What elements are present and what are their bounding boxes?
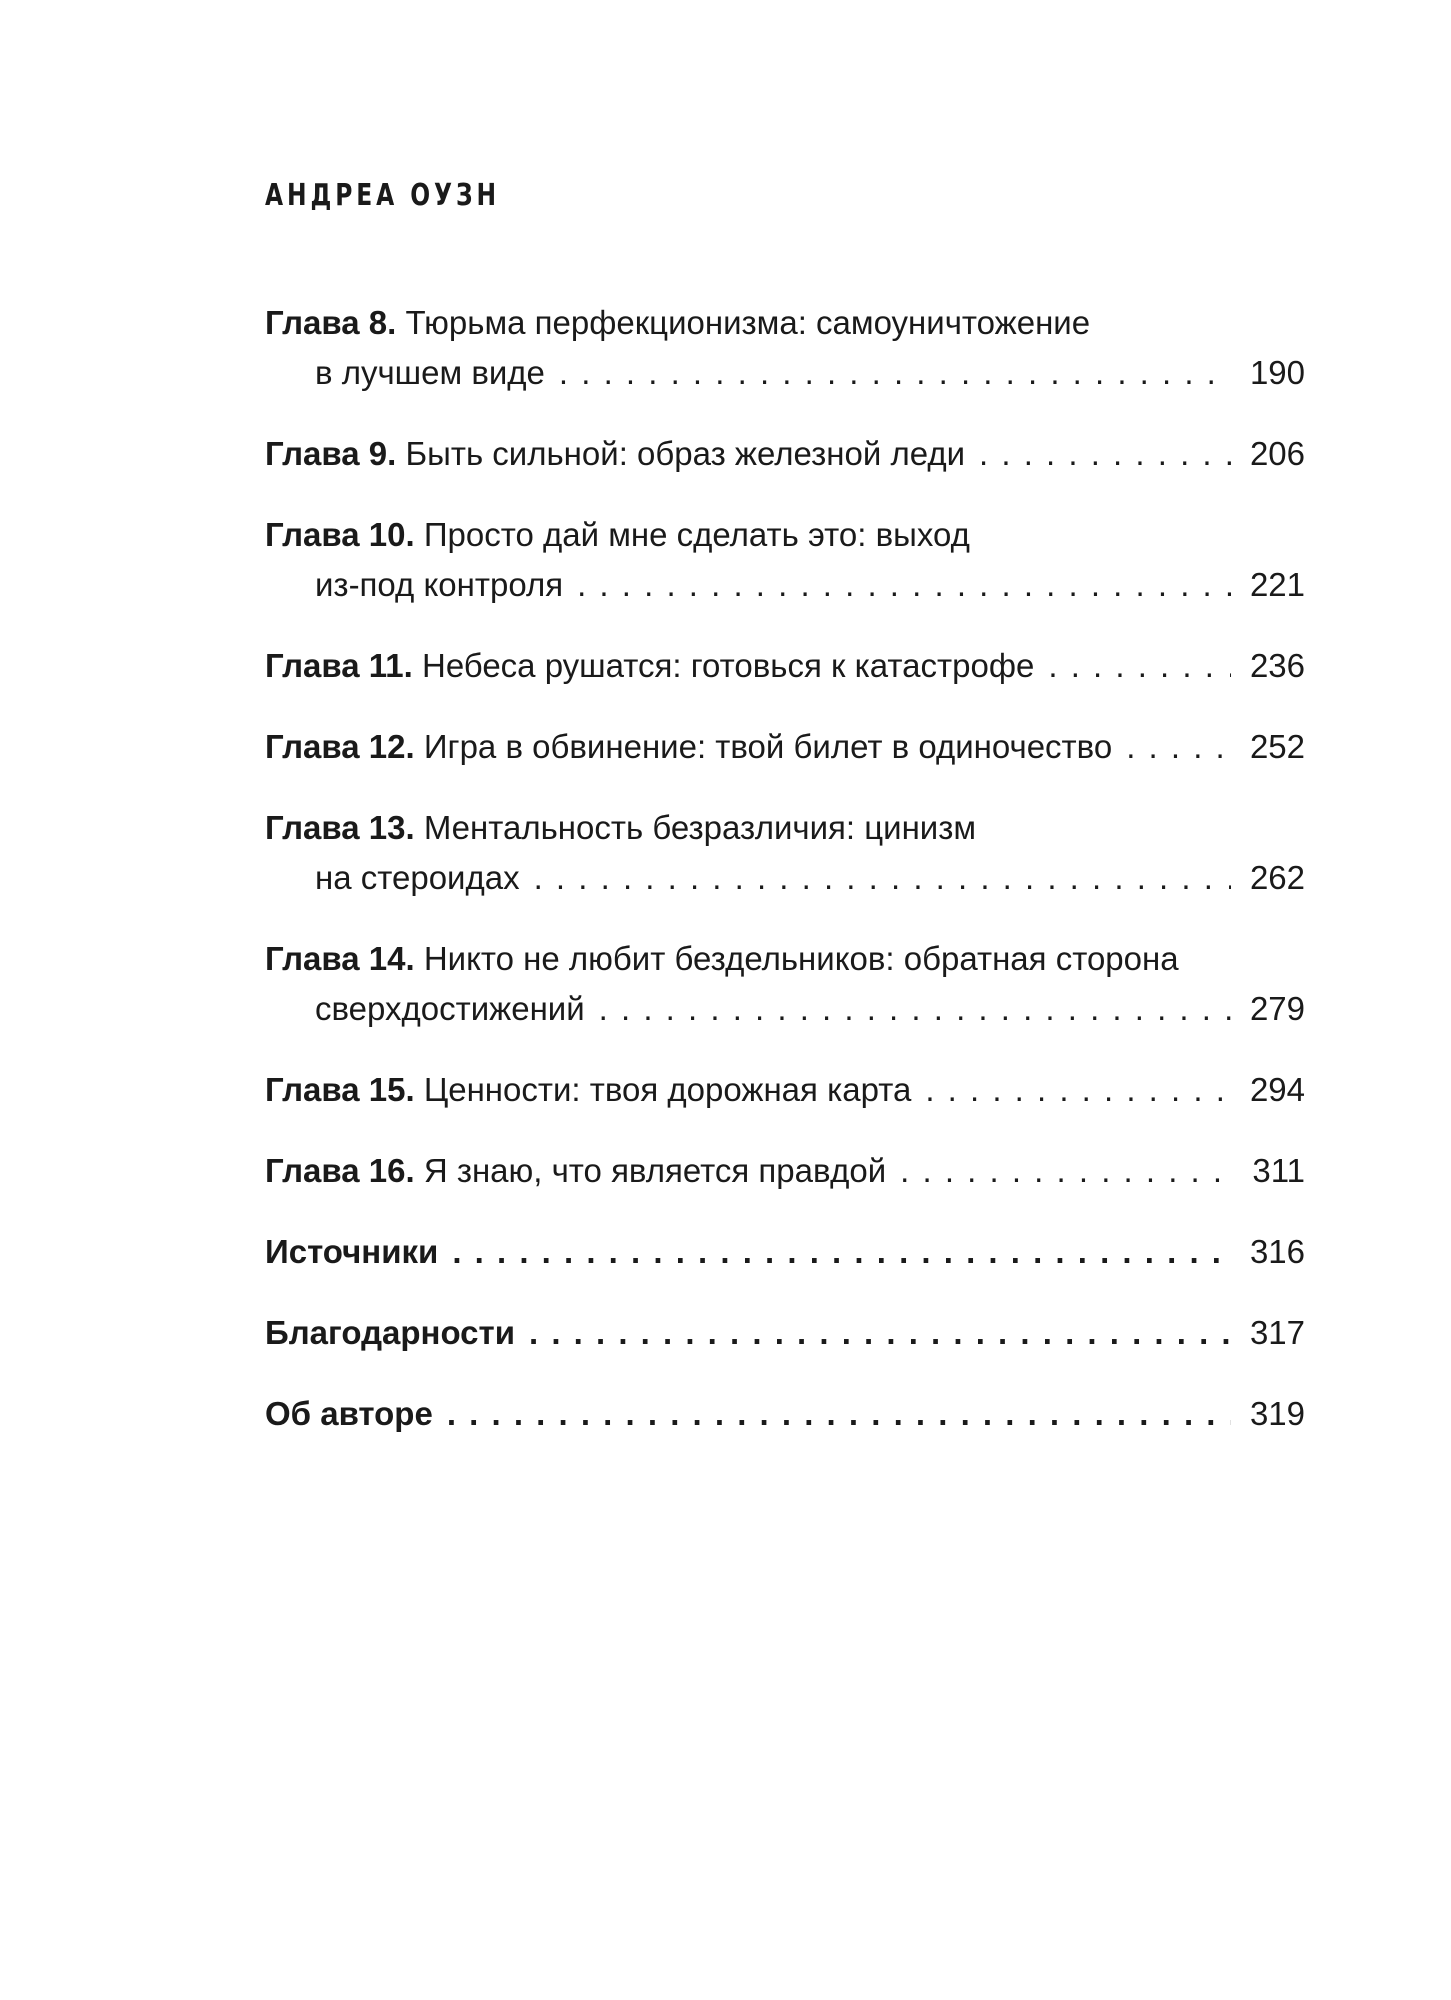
chapter-label: Глава 8.	[265, 304, 397, 341]
chapter-label: Глава 12.	[265, 728, 415, 765]
toc-entry-chapter-16[interactable]	[265, 1146, 1305, 1196]
dot-leader	[452, 1227, 1231, 1277]
chapter-title-continued: в лучшем виде	[315, 354, 545, 391]
chapter-title: Я знаю, что является правдой	[423, 1152, 887, 1189]
chapter-label: Глава 10.	[265, 516, 415, 553]
chapter-title: Ментальность безразличия: цинизм	[423, 809, 977, 846]
page-number: 252	[1249, 728, 1305, 765]
chapter-label: Глава 9.	[265, 435, 397, 472]
chapter-title-continued: сверхдостижений	[315, 990, 585, 1027]
page-number: 236	[1249, 647, 1305, 684]
chapter-label: Глава 14.	[265, 940, 415, 977]
chapter-label: Глава 16.	[265, 1152, 415, 1189]
toc-entry-chapter-9[interactable]	[265, 429, 1305, 479]
dot-leader	[979, 429, 1231, 479]
table-of-contents	[265, 298, 1305, 1470]
page-number: 190	[1249, 354, 1305, 391]
chapter-title: Ценности: твоя дорожная карта	[423, 1071, 912, 1108]
toc-entry-chapter-12[interactable]	[265, 722, 1305, 772]
chapter-title: Никто не любит бездельников: обратная сторона	[423, 940, 1179, 977]
chapter-title: Игра в обвинение: твой билет в одиночество	[423, 728, 1113, 765]
section-title: Источники	[265, 1233, 439, 1270]
toc-entry-chapter-10[interactable]	[265, 510, 1305, 610]
toc-entry-acknowledgements[interactable]	[265, 1308, 1305, 1358]
chapter-title-continued: из-под контроля	[315, 566, 564, 603]
toc-entry-chapter-15[interactable]	[265, 1065, 1305, 1115]
toc-entry-chapter-11[interactable]	[265, 641, 1305, 691]
page-number: 279	[1249, 990, 1305, 1027]
toc-entry-about-author[interactable]	[265, 1389, 1305, 1439]
chapter-title: Небеса рушатся: готовься к катастрофе	[421, 647, 1035, 684]
toc-entry-sources[interactable]	[265, 1227, 1305, 1277]
dot-leader	[925, 1065, 1231, 1115]
page-number: 316	[1249, 1233, 1305, 1270]
chapter-label: Глава 15.	[265, 1071, 415, 1108]
dot-leader	[447, 1389, 1231, 1439]
dot-leader	[577, 560, 1231, 610]
section-title: Благодарности	[265, 1314, 515, 1351]
dot-leader	[599, 984, 1231, 1034]
dot-leader	[534, 853, 1231, 903]
page-number: 262	[1249, 859, 1305, 896]
toc-entry-chapter-8[interactable]	[265, 298, 1305, 398]
page-number: 319	[1249, 1395, 1305, 1432]
section-title: Об авторе	[265, 1395, 433, 1432]
page-number: 317	[1249, 1314, 1305, 1351]
chapter-title: Быть сильной: образ железной леди	[405, 435, 966, 472]
chapter-label: Глава 11.	[265, 647, 413, 684]
chapter-title: Тюрьма перфекционизма: самоуничтожение	[405, 304, 1091, 341]
toc-entry-chapter-13[interactable]	[265, 803, 1305, 903]
page-number: 206	[1249, 435, 1305, 472]
page-number: 311	[1252, 1152, 1305, 1189]
page-number: 294	[1249, 1071, 1305, 1108]
dot-leader	[559, 348, 1231, 398]
toc-entry-chapter-14[interactable]	[265, 934, 1305, 1034]
running-head-author: АНДРЕА ОУЗН	[265, 178, 500, 213]
dot-leader	[1126, 722, 1231, 772]
dot-leader	[529, 1308, 1231, 1358]
dot-leader	[900, 1146, 1231, 1196]
chapter-label: Глава 13.	[265, 809, 415, 846]
page-number: 221	[1249, 566, 1305, 603]
chapter-title: Просто дай мне сделать это: выход	[423, 516, 970, 553]
chapter-title-continued: на стероидах	[315, 859, 520, 896]
dot-leader	[1048, 641, 1231, 691]
